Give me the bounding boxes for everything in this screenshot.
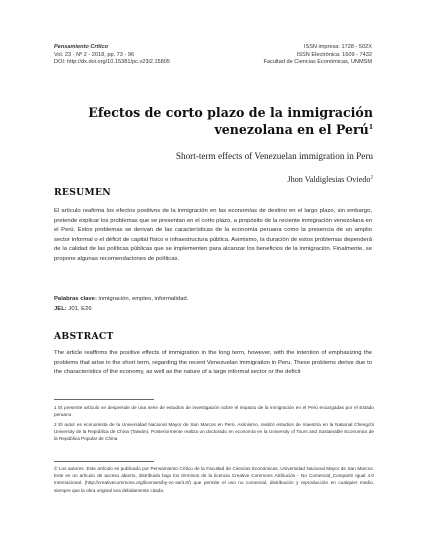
license-divider xyxy=(54,461,154,462)
author-name xyxy=(287,175,373,184)
faculty-name: Facultad de Ciencias Económicas, UNMSM xyxy=(263,59,372,66)
doi-link[interactable]: DOI: http://dx.doi.org/10.15381/pc.v23i2.15805 xyxy=(54,59,170,66)
keywords-value: inmigración, empleo, informalidad. xyxy=(98,296,189,302)
jel-label: JEL: xyxy=(54,306,67,312)
footnote-2: 2 El autor es economista de la Universidad Nacional Mayor de San Marcos en Perú. Asimismo, realizó estudios de maestría en la National Chengchi University de la República de China (Taiwán). Posteriormente realiza un doctorado en economía en la University of Tours and Sustainable Economics de la República Popular de China xyxy=(54,422,374,442)
issn-electronic: ISSN Electrónica: 1609 - 7432 xyxy=(296,51,372,58)
keywords-label: Palabras clave: xyxy=(54,296,97,302)
license-notice: © Los autores. Este artículo es publicado por Pensamiento Crítico de la Facultad de Ciencias Económicas, Universidad Nacional Mayor de San Marcos. Este es un artículo de acceso abierto, distribuido bajo los términos de la licencia Creative Commons Atribución - No Comercial_Compartir Igual 4.0 Internacional. (http://creativecommons.org/licenses/by-nc-sa/4.0/) que permite el uso no comercial, distribución y reproducción en cualquier medio, siempre que la obra original sea debidamente citada. xyxy=(54,466,374,493)
abstract-text: The article reaffirms the positive effects of immigration in the long term, however, with the intention of emphasizing the problems that arise in the short term, regarding the recent Venezuelan immigration in Peru. These problems derive due to the characteristics of the economy, as well as the nature of a large informal sector or the deficit xyxy=(54,350,372,375)
journal-header-right xyxy=(264,44,373,67)
abstract-heading: ABSTRACT xyxy=(54,331,114,342)
footnote-divider xyxy=(54,399,154,400)
article-subtitle: Short-term effects of Venezuelan immigration in Peru xyxy=(175,151,373,161)
resumen-text: El artículo reafirma los efectos positivos de la inmigración en las economías de destino en el largo plazo, sin embargo, pretende explicar los problemas que se presentan en el corto plazo, a propósito de la reciente inmigración venezolana en el Perú. Estos problemas se derivan de las características de la economía peruana como la presencia de un amplio sector informal o el déficit de capital físico e infraestructura pública. Asimismo, la duración de estos problemas dependerá de la calidad de las políticas públicas que se implementen para alcanzar los beneficios de la inmigración. Finalmente, se propone algunas recomendaciones de políticas. xyxy=(54,208,372,262)
journal-header-left xyxy=(54,44,170,67)
issn-print: ISSN impresa: 1728 - 502X xyxy=(303,44,372,50)
resumen-heading: RESUMEN xyxy=(54,187,111,198)
author-name-text: Jhon Valdiglesias Oviedo xyxy=(287,175,371,184)
footnote-1: 1 El presente artículo se desprende de una serie de estudios de investigación sobre el impacto de la inmigración en el Perú encargadas por el Estado peruano. xyxy=(54,405,374,418)
keywords-line xyxy=(54,296,188,302)
title-line-2 xyxy=(53,121,373,138)
title-line-1: Efectos de corto plazo de la inmigración xyxy=(88,105,373,120)
author-footnote-mark[interactable]: 2 xyxy=(370,175,373,181)
title-line-2-text: venezolana en el Perú xyxy=(214,122,369,137)
title-footnote-mark[interactable]: 1 xyxy=(368,123,373,131)
volume-info: Vol. 23 - Nº 2 - 2018, pp. 73 - 96 xyxy=(54,51,135,58)
article-title xyxy=(53,104,373,138)
journal-name: Pensamiento Crítico xyxy=(54,44,109,50)
jel-line xyxy=(54,306,92,312)
jel-value: J01, E26 xyxy=(68,306,92,312)
